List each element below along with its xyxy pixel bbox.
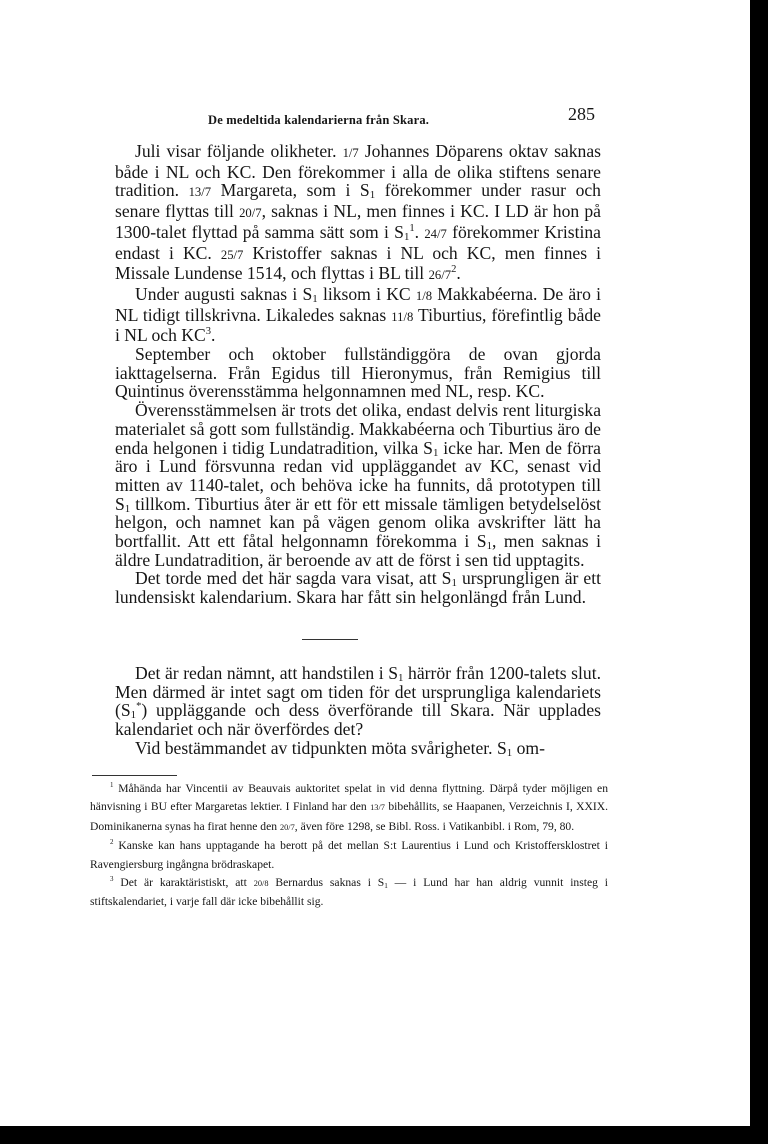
date-fraction: 1/8 bbox=[415, 288, 433, 303]
paragraph-conclusion: Det torde med det här sagda vara visat, att $S_1$ ursprungligen är ett lundensiskt kalendarium. Skara har fått sin helgonlängd från Lund. bbox=[115, 568, 601, 608]
body-text-lower bbox=[115, 664, 601, 758]
footnote-ref: 1 bbox=[409, 222, 415, 234]
body-text-upper bbox=[115, 142, 601, 607]
section-separator bbox=[302, 639, 358, 640]
scan-edge-bottom bbox=[0, 1126, 768, 1144]
date-fraction: 20/7 bbox=[239, 206, 262, 221]
date-fraction: 26/7 bbox=[428, 268, 452, 283]
date-fraction: 11/8 bbox=[391, 309, 414, 324]
footnote-marker: 1 bbox=[110, 781, 114, 790]
scan-edge-right bbox=[750, 0, 768, 1144]
footnote-ref: 3 bbox=[205, 326, 212, 338]
date-fraction: 20/7 bbox=[279, 822, 295, 832]
paragraph-september: September och oktober fullständiggöra de ovan gjorda iakttagelserna. Från Egidus till Hieronymus, från Remigius till Quintinus överensstämma helgonnamnen med NL, resp. KC. bbox=[115, 344, 601, 402]
page-number: 285 bbox=[568, 104, 595, 124]
paragraph-handwriting: Det är redan nämnt, att handstilen i $S_1$ härrör från 1200-talets slut. Men därmed är intet sagt om tiden för det ursprungliga kalendariets $(S_1^*)$ uppläggande och dess överförande till Skara. När upplades kalendariet och när överfördes det? bbox=[115, 663, 602, 740]
footnote-marker: 3 bbox=[110, 875, 114, 884]
footnote-marker: 2 bbox=[110, 838, 114, 847]
footnotes bbox=[90, 780, 608, 912]
date-fraction: 20/8 bbox=[253, 879, 269, 889]
paragraph-august: Under augusti saknas i $S_1$ liksom i KC 1/8 Makkabéerna. De äro i NL tidigt tillskrivna. Likaledes saknas 11/8 Tiburtius, förefintlig både i NL och $KC^3$. bbox=[115, 283, 601, 346]
paragraph-agreement: Överensstämmelsen är trots det olika, endast delvis rent liturgiska materialet så gott som fullständig. Makkabéerna och Tiburtius äro de enda helgonen i tidig Lundatradition, vilka $S_1$ icke har. Men de förra äro i Lund försvunna redan vid uppläggandet av KC, senast vid mitten av 1140-talet, och behöva icke ha funnits, då prototypen till $S_1$ tillkom. Tiburtius åter är ett för ett missale tämligen betydelselöst helgon, och namnet kan på vägen genom olika avskrifter lätt ha bortfallit. Att ett fåtal helgonnamn förekomma i $S_1$, men saknas i äldre Lundatradition, är beroende av att de först i sen tid upptagits. bbox=[115, 400, 601, 570]
date-fraction: 1/7 bbox=[342, 146, 359, 160]
footnote-3: $^3$ Det är karaktäristiskt, att 20/8 Bernardus saknas i $S_1$ — i Lund har han aldrig vunnit insteg i stiftskalendariet, i varje fall där icke bibehållit sig. bbox=[90, 875, 608, 909]
footnote-1: $^1$ Måhända har Vincentii av Beauvais auktoritet spelat in vid denna flyttning. Därpå tyder möjligen en hänvisning i BU efter Margaretas lektier. I Finland har den 13/7 bibehållits, se Haapanen, Verzeichnis I, XXIX. Dominikanerna synas ha firat henne den 20/7, även före 1298, se Bibl. Ross. i Vatikanbibl. i Rom, 79, 80. bbox=[90, 781, 609, 833]
footnote-2: $^2$ Kanske kan hans upptagande ha berott på det mellan S:t Laurentius i Lund och Kristoffersklostret i Ravengiersburg ingångna brödraskapet. bbox=[90, 838, 608, 871]
date-fraction: 25/7 bbox=[220, 247, 244, 262]
footnote-rule bbox=[92, 775, 177, 776]
paragraph-july: Juli visar följande olikheter. 1/7 Johannes Döparens oktav saknas både i NL och KC. Den förekommer i alla de olika stiftens senare tradition. 13/7 Margareta, som i $S_1$ förekommer under rasur och senare flyttas till 20/7, saknas i NL, men finnes i KC. I LD är hon på 1300-talet flyttad på samma sätt som i $S_1^1$. 24/7 förekommer Kristina endast i KC. 25/7 Kristoffer saknas i NL och KC, men finnes i Missale Lundense 1514, och flyttas i BL till $26/7^2$. bbox=[115, 141, 601, 284]
footnote-ref: 2 bbox=[451, 264, 457, 276]
date-fraction: 13/7 bbox=[188, 185, 212, 200]
running-title: De medeltida kalendarierna från Skara. bbox=[208, 113, 430, 127]
date-fraction: 24/7 bbox=[424, 226, 447, 241]
date-fraction: 13/7 bbox=[370, 803, 385, 813]
running-head bbox=[0, 104, 768, 133]
paragraph-dating: Vid bestämmandet av tidpunkten möta svårigheter. $S_1$ om- bbox=[135, 737, 545, 759]
